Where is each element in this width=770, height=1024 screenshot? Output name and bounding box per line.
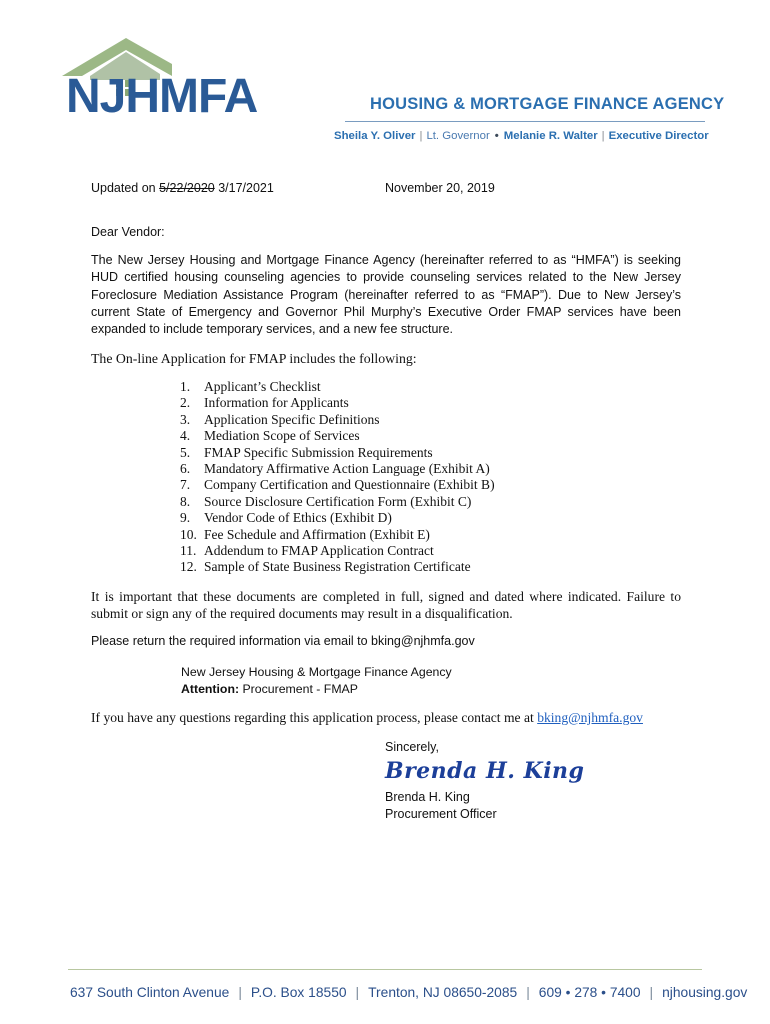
- list-item-text: Vendor Code of Ethics (Exhibit D): [204, 510, 392, 526]
- list-item: [180, 510, 495, 526]
- list-item-text: Company Certification and Questionnaire (Exhibit B): [204, 477, 495, 493]
- signature: Brenda H. King: [385, 758, 585, 784]
- updated-struck-date: 5/22/2020: [159, 181, 215, 195]
- official2-title: Executive Director: [608, 130, 709, 142]
- attention-label: Attention:: [181, 682, 240, 696]
- signer-block: [385, 789, 497, 823]
- letter-date: November 20, 2019: [385, 181, 495, 195]
- separator: |: [419, 130, 423, 142]
- address-line: New Jersey Housing & Mortgage Finance Agency: [181, 665, 452, 679]
- updated-prefix: Updated on: [91, 181, 160, 195]
- questions-line: [91, 710, 643, 726]
- official1-name: Sheila Y. Oliver: [334, 130, 416, 142]
- list-item-number: 1.: [180, 379, 191, 394]
- official1-title: Lt. Governor: [426, 130, 490, 142]
- footer-divider: [68, 969, 702, 970]
- list-item-number: 11.: [180, 543, 197, 559]
- list-item-text: Source Disclosure Certification Form (Exhibit C): [204, 493, 472, 509]
- return-instructions: Please return the required information via email to bking@njhmfa.gov: [91, 634, 475, 648]
- list-item: [180, 379, 495, 395]
- list-item-number: 8.: [180, 493, 191, 509]
- list-item-number: 5.: [180, 444, 191, 460]
- list-item: [180, 428, 495, 444]
- list-item-text: Application Specific Definitions: [204, 411, 380, 427]
- svg-text:NJHMFA: NJHMFA: [66, 70, 258, 123]
- attention-line: [181, 681, 452, 698]
- list-item-number: 7.: [180, 477, 191, 493]
- important-paragraph: It is important that these documents are completed in full, signed and dated where indicated. Failure to submit or sign any of the required documents may result in a disqualification.: [91, 589, 681, 621]
- list-item: [180, 395, 495, 411]
- njhmfa-logo: [60, 36, 350, 133]
- list-item-text: Sample of State Business Registration Certificate: [204, 559, 471, 575]
- list-item: [180, 445, 495, 461]
- footer-address: 637 South Clinton Avenue: [70, 985, 230, 1000]
- official2-name: Melanie R. Walter: [503, 130, 598, 142]
- list-item-text: Mandatory Affirmative Action Language (Exhibit A): [204, 461, 490, 477]
- list-item: [180, 559, 495, 575]
- bullet-separator: •: [494, 130, 499, 142]
- list-intro: The On-line Application for FMAP includes the following:: [91, 351, 417, 366]
- separator: |: [526, 985, 530, 1000]
- list-item-text: Fee Schedule and Affirmation (Exhibit E): [204, 526, 430, 542]
- updated-date: [91, 181, 274, 195]
- list-item: [180, 543, 495, 559]
- signer-title: Procurement Officer: [385, 807, 497, 821]
- document-list: [180, 379, 495, 576]
- list-item-number: 12.: [180, 559, 197, 575]
- list-item: [180, 461, 495, 477]
- separator: |: [649, 985, 654, 1000]
- mailing-address: [181, 664, 452, 698]
- header-divider: [345, 121, 705, 122]
- footer: [70, 985, 747, 1000]
- list-item-number: 4.: [180, 428, 191, 444]
- list-item-number: 2.: [180, 395, 191, 411]
- list-item-text: Information for Applicants: [204, 395, 349, 411]
- officials-line: [334, 130, 709, 142]
- attention-value: Procurement - FMAP: [239, 682, 358, 696]
- agency-name: HOUSING & MORTGAGE FINANCE AGENCY: [370, 95, 725, 113]
- signer-name: Brenda H. King: [385, 790, 470, 804]
- list-item-number: 10.: [180, 526, 197, 542]
- list-item: [180, 494, 495, 510]
- list-item-text: Addendum to FMAP Application Contract: [204, 543, 434, 559]
- list-item-text: Applicant’s Checklist: [204, 379, 321, 394]
- footer-phone: 609 • 278 • 7400: [538, 985, 641, 1000]
- list-item-number: 6.: [180, 461, 191, 477]
- list-item: [180, 477, 495, 493]
- salutation: Dear Vendor:: [91, 225, 165, 239]
- footer-website[interactable]: njhousing.gov: [662, 985, 748, 1000]
- separator: |: [355, 985, 360, 1000]
- questions-text: If you have any questions regarding this application process, please contact me at: [91, 710, 538, 725]
- list-item-text: Mediation Scope of Services: [204, 428, 360, 444]
- updated-new-date: 3/17/2021: [214, 181, 274, 195]
- separator: |: [238, 985, 242, 1000]
- list-item-number: 3.: [180, 411, 191, 427]
- separator: |: [601, 130, 605, 142]
- footer-city: Trenton, NJ 08650-2085: [368, 985, 518, 1000]
- list-item: [180, 412, 495, 428]
- closing: Sincerely,: [385, 740, 439, 754]
- intro-paragraph: The New Jersey Housing and Mortgage Finance Agency (hereinafter referred to as “HMFA”) is seeking HUD certified housing counseling agencies to provide counseling services related to the New Jersey Foreclosure Mediation Assistance Program (hereinafter referred to as “FMAP”). Due to New Jersey’s current State of Emergency and Governor Phil Murphy’s Executive Order FMAP services have been expanded to include temporary services, and a new fee structure.: [91, 253, 681, 337]
- list-item: [180, 527, 495, 543]
- email-link[interactable]: bking@njhmfa.gov: [537, 710, 643, 725]
- footer-po-box: P.O. Box 18550: [250, 985, 347, 1000]
- list-item-text: FMAP Specific Submission Requirements: [204, 444, 433, 460]
- list-item-number: 9.: [180, 510, 191, 526]
